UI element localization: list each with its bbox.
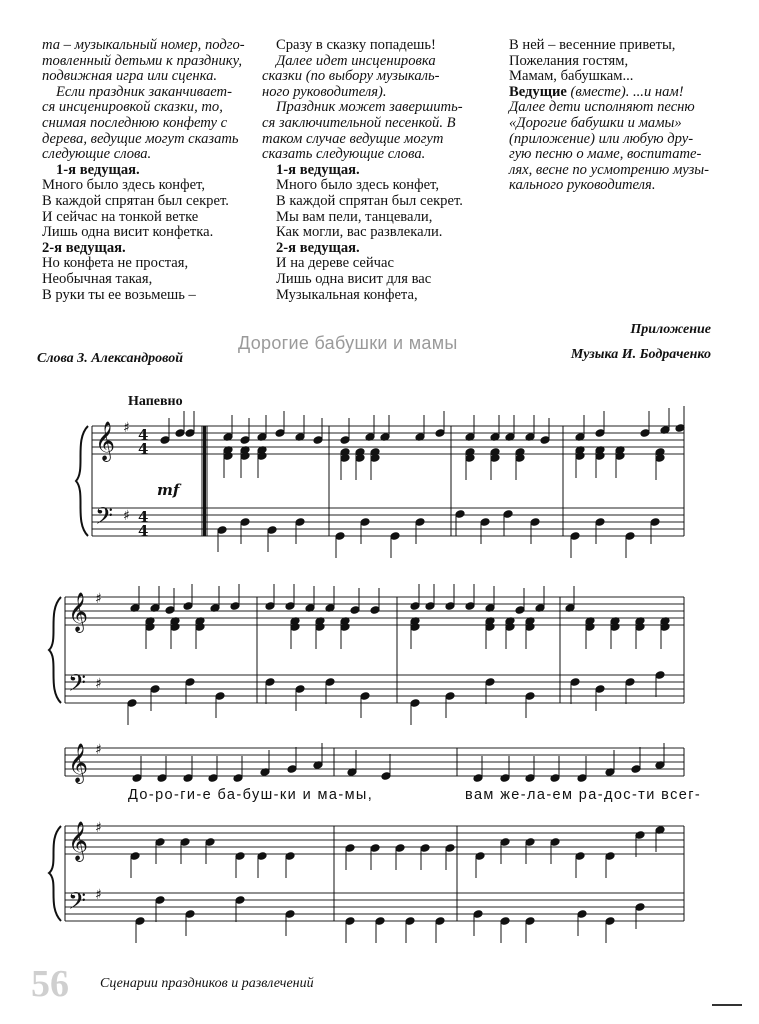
footer-rule (712, 1004, 742, 1006)
bass-clef-icon: 𝄢 (68, 669, 87, 702)
speaker-label: 2-я ведущая. (276, 239, 360, 256)
verse-line: В каждой спрятан был секрет. (42, 192, 229, 209)
verse-line: Музыкальная конфета, (276, 286, 418, 303)
composer-credit: Музыка И. Бодраченко (570, 347, 711, 362)
text-line: снимая последнюю конфету с (42, 114, 228, 131)
verse-line: В каждой спрятан был секрет. (276, 192, 463, 209)
verse-line: Как могли, вас развлекали. (276, 224, 443, 241)
text-line: Далее идет инсценировка (276, 52, 436, 69)
svg-text:4: 4 (138, 440, 149, 458)
speaker-label: Ведущие (509, 83, 567, 100)
verse-line: И сейчас на тонкой ветке (42, 208, 199, 225)
text-line: (приложение) или любую дру- (509, 130, 694, 147)
text-line: таком случае ведущие могут (262, 130, 444, 147)
svg-text:♯: ♯ (95, 742, 102, 758)
verse-line: В руки ты ее возьмешь – (42, 286, 196, 303)
running-footer: Сценарии праздников и развлечений (100, 976, 314, 991)
verse-line: И на дереве сейчас (276, 255, 394, 272)
lyrics-line: вам же-ла-ем ра-дос-ти всег- (465, 787, 702, 803)
speaker-label: 1-я ведущая. (56, 161, 140, 178)
svg-text:♯: ♯ (95, 887, 102, 903)
bass-clef-icon: 𝄢 (95, 502, 114, 535)
verse-line: Мамам, бабушкам... (509, 68, 634, 85)
verse-line: Лишь одна висит для вас (276, 270, 432, 287)
lyricist-credit: Слова З. Александровой (37, 351, 184, 366)
bass-clef-icon: 𝄢 (68, 887, 87, 920)
svg-text:4: 4 (138, 426, 149, 444)
lyrics-line: До-ро-ги-е ба-буш-ки и ма-мы, (128, 787, 374, 803)
treble-clef-icon: 𝄞 (95, 421, 116, 461)
svg-text:♯: ♯ (123, 508, 130, 524)
text-line: сказки (по выбору музыкаль- (262, 68, 440, 85)
text-line: гую песню о маме, воспитате- (509, 146, 702, 163)
speaker-remark: (вместе). ...и нам! (566, 83, 684, 100)
speaker-label: 2-я ведущая. (42, 239, 126, 256)
treble-clef-icon: 𝄞 (68, 592, 89, 632)
svg-text:♯: ♯ (123, 420, 130, 436)
verse-line: Необычная такая, (42, 270, 153, 287)
text-line: сказать следующие слова. (262, 146, 426, 163)
key-signatures (95, 420, 130, 903)
text-line: Далее дети исполняют песню (509, 99, 695, 116)
text-line: подвижная игра или сценка. (42, 68, 218, 85)
text-line: «Дорогие бабушки и мамы» (509, 114, 682, 131)
verse-line: Много было здесь конфет, (276, 177, 439, 194)
time-signatures (138, 426, 148, 540)
svg-text:4: 4 (138, 522, 149, 540)
verse-line: Пожелания гостям, (509, 52, 629, 69)
speaker-label: 1-я ведущая. (276, 161, 360, 178)
treble-clef-icon: 𝄞 (68, 821, 89, 861)
text-line: дерева, ведущие могут сказать (42, 130, 239, 147)
verse-line: Но конфета не простая, (42, 255, 189, 272)
repeat-bar-thick (203, 426, 206, 536)
text-line: Если праздник заканчивает- (56, 83, 232, 100)
svg-text:♯: ♯ (95, 820, 102, 836)
page-number: 56 (31, 963, 69, 1005)
tempo-marking: Напевно (128, 394, 183, 409)
text-line: товленный детьми к празднику, (42, 52, 242, 69)
text-line: ся инсценировкой сказки, то, (42, 99, 223, 116)
text-line: ного руководителя). (262, 83, 387, 100)
svg-text:4: 4 (138, 508, 149, 526)
text-line: та – музыкальный номер, подго- (42, 37, 245, 53)
svg-text:♯: ♯ (95, 591, 102, 607)
song-title: Дорогие бабушки и мамы (238, 333, 458, 353)
verse-line: В ней – весенние приветы, (509, 37, 676, 53)
verse-line: Много было здесь конфет, (42, 177, 205, 194)
svg-text:♯: ♯ (95, 676, 102, 692)
notes-layer (127, 406, 685, 943)
text-line: лях, весне по усмотрению музы- (509, 161, 710, 178)
verse-line: Сразу в сказку попадешь! (276, 37, 436, 53)
text-line: кального руководителя. (509, 177, 656, 194)
text-line: следующие слова. (42, 146, 152, 163)
dynamic-marking: mf (157, 481, 180, 499)
text-line: ся заключительной песенкой. В (262, 114, 456, 131)
verse-line: Лишь одна висит конфетка. (42, 224, 214, 241)
appendix-label: Приложение (630, 322, 711, 337)
treble-clef-icon: 𝄞 (68, 743, 89, 783)
text-line: Праздник может завершить- (276, 99, 463, 116)
verse-line: Мы вам пели, танцевали, (276, 208, 433, 225)
